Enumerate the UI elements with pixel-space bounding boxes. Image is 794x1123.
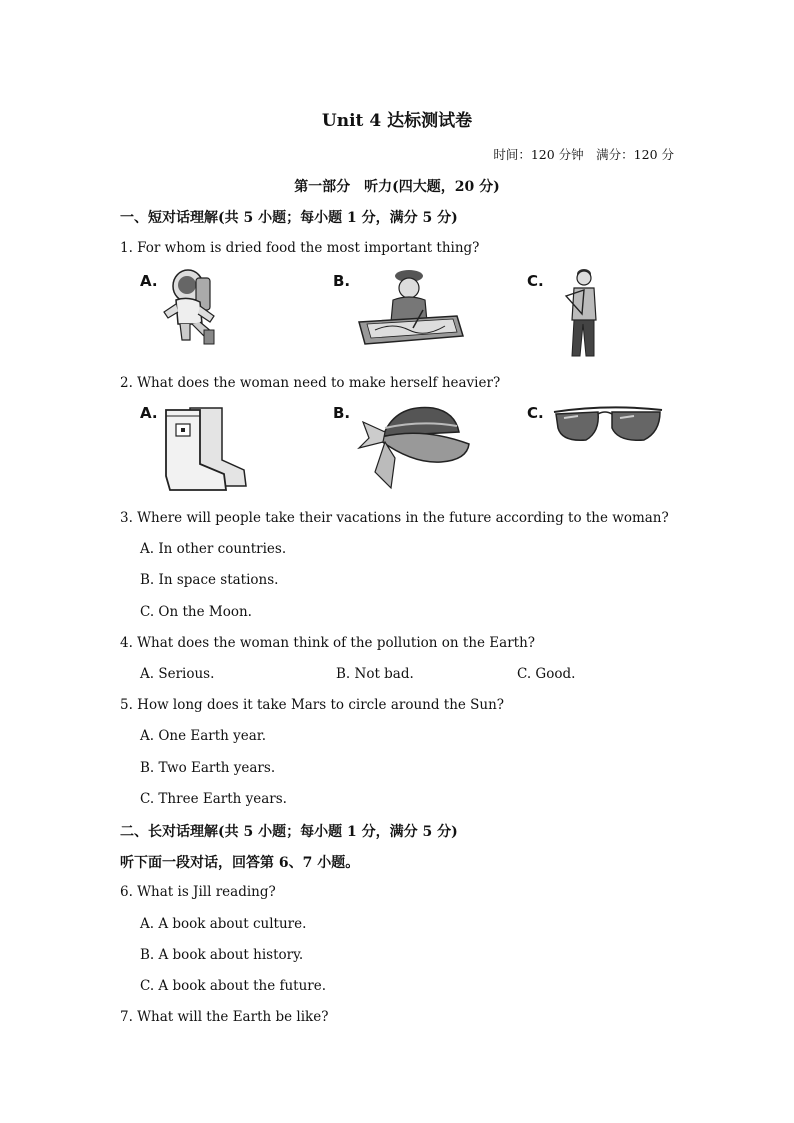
q5-option-a: A. One Earth year.	[140, 728, 267, 744]
q5-option-b: B. Two Earth years.	[140, 760, 276, 776]
time-and-score: 时间：120 分钟 满分：120 分	[493, 147, 674, 162]
q6-option-c: C. A book about the future.	[140, 978, 327, 994]
section2-instruction: 听下面一段对话，回答第 6、7 小题。	[120, 855, 360, 871]
q3-option-c: C. On the Moon.	[140, 604, 252, 620]
boots-icon	[160, 402, 252, 492]
q1-option-a-label: A.	[140, 272, 158, 290]
page-title: Unit 4 达标测试卷	[321, 111, 473, 131]
question-7: 7. What will the Earth be like?	[120, 1009, 329, 1025]
question-2: 2. What does the woman need to make herself heavier?	[120, 375, 501, 391]
question-6: 6. What is Jill reading?	[120, 884, 276, 900]
q6-option-a: A. A book about culture.	[140, 916, 307, 932]
engineer-at-drawing-board-icon	[353, 266, 465, 350]
question-5: 5. How long does it take Mars to circle around the Sun?	[120, 697, 505, 713]
question-3: 3. Where will people take their vacations in the future according to the woman?	[120, 510, 669, 526]
astronaut-icon	[160, 266, 222, 348]
q5-option-c: C. Three Earth years.	[140, 791, 287, 807]
q1-option-c-label: C.	[527, 272, 544, 290]
q4-option-c: C. Good.	[517, 666, 576, 682]
q2-option-b-label: B.	[333, 404, 351, 422]
man-with-ruler-icon	[562, 266, 604, 362]
part-heading: 第一部分 听力(四大题，20 分)	[294, 179, 500, 195]
q4-option-b: B. Not bad.	[336, 666, 414, 682]
question-1: 1. For whom is dried food the most important thing?	[120, 240, 480, 256]
q3-option-b: B. In space stations.	[140, 572, 279, 588]
q4-option-a: A. Serious.	[140, 666, 215, 682]
question-4: 4. What does the woman think of the pollution on the Earth?	[120, 635, 536, 651]
q6-option-b: B. A book about history.	[140, 947, 304, 963]
section2-heading: 二、长对话理解(共 5 小题；每小题 1 分，满分 5 分)	[120, 824, 458, 840]
q2-option-c-label: C.	[527, 404, 544, 422]
sunglasses-icon	[548, 402, 668, 448]
q1-option-b-label: B.	[333, 272, 351, 290]
hat-icon	[355, 402, 473, 492]
q3-option-a: A. In other countries.	[140, 541, 287, 557]
q2-option-a-label: A.	[140, 404, 158, 422]
section1-heading: 一、短对话理解(共 5 小题；每小题 1 分，满分 5 分)	[120, 210, 458, 226]
